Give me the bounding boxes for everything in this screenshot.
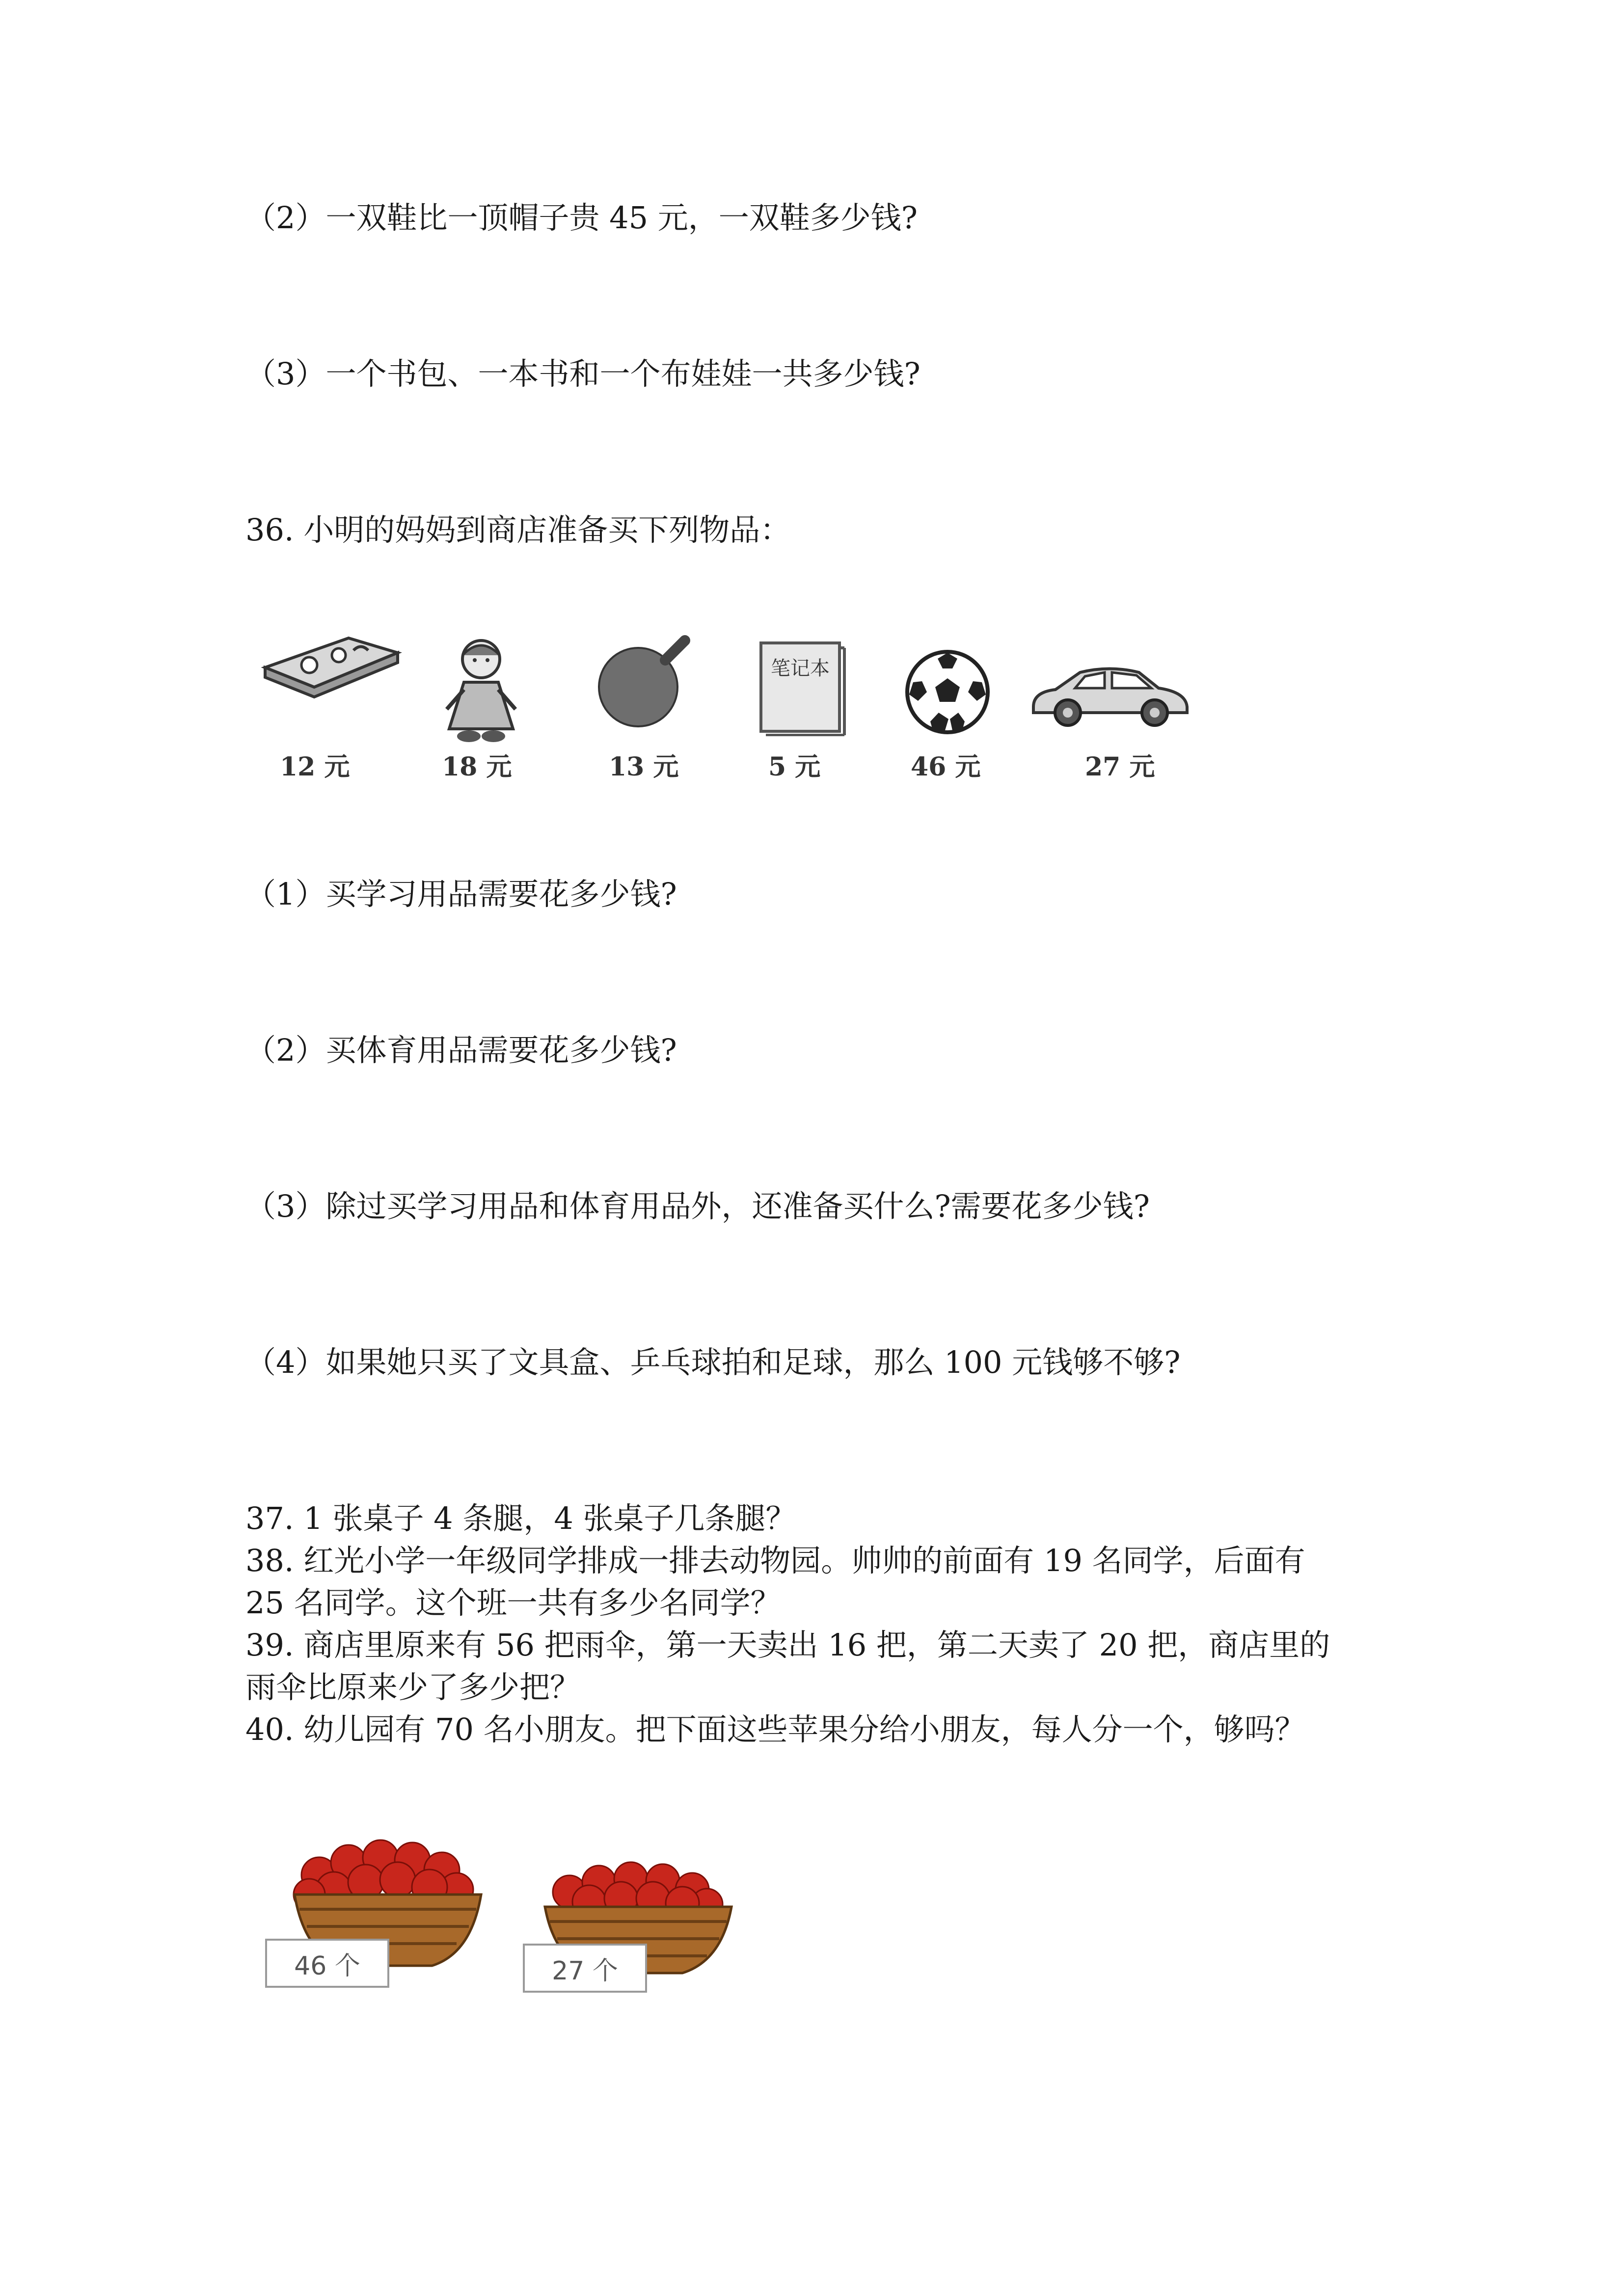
question-38-line1: 38. 红光小学一年级同学排成一排去动物园。帅帅的前面有 19 名同学，后面有 bbox=[245, 1543, 1305, 1578]
price-notebook: 5 元 bbox=[768, 752, 821, 782]
ping-pong-paddle-icon bbox=[594, 633, 692, 731]
question-36: 36. 小明的妈妈到商店准备买下列物品： bbox=[245, 512, 791, 548]
question-40: 40. 幼儿园有 70 名小朋友。把下面这些苹果分给小朋友，每人分一个，够吗？ bbox=[245, 1711, 1305, 1747]
toy-car-icon bbox=[1026, 658, 1193, 731]
question-36-3: （3）除过买学习用品和体育用品外，还准备买什么?需要花多少钱? bbox=[245, 1188, 1150, 1224]
question-35-3: （3）一个书包、一本书和一个布娃娃一共多少钱? bbox=[245, 356, 920, 392]
price-toy-car: 27 元 bbox=[1085, 752, 1155, 782]
question-36-4: （4）如果她只买了文具盒、乒乓球拍和足球，那么 100 元钱够不够? bbox=[245, 1344, 1181, 1380]
question-39-line2: 雨伞比原来少了多少把？ bbox=[245, 1669, 581, 1705]
basket-2-label: 27 个 bbox=[523, 1944, 647, 1993]
question-37: 37. 1 张桌子 4 条腿，4 张桌子几条腿？ bbox=[245, 1500, 796, 1536]
doll-icon bbox=[434, 636, 528, 744]
price-soccer-ball: 46 元 bbox=[911, 752, 981, 782]
question-36-2: （2）买体育用品需要花多少钱? bbox=[245, 1032, 677, 1068]
question-36-1: （1）买学习用品需要花多少钱? bbox=[245, 876, 677, 912]
notebook-icon bbox=[751, 638, 849, 736]
question-39-line1: 39. 商店里原来有 56 把雨伞，第一天卖出 16 把，第二天卖了 20 把，商店里的 bbox=[245, 1627, 1330, 1663]
price-pencil-case: 12 元 bbox=[280, 752, 350, 782]
basket-1-label: 46 个 bbox=[265, 1939, 389, 1988]
price-ping-pong-paddle: 13 元 bbox=[609, 752, 679, 782]
pencil-case-icon bbox=[250, 623, 407, 702]
question-38-line2: 25 名同学。这个班一共有多少名同学？ bbox=[245, 1585, 781, 1621]
price-doll: 18 元 bbox=[442, 752, 512, 782]
notebook-cover-text: 笔记本 bbox=[771, 657, 830, 680]
soccer-ball-icon bbox=[903, 648, 992, 736]
question-35-2: （2）一双鞋比一顶帽子贵 45 元，一双鞋多少钱? bbox=[245, 200, 918, 236]
